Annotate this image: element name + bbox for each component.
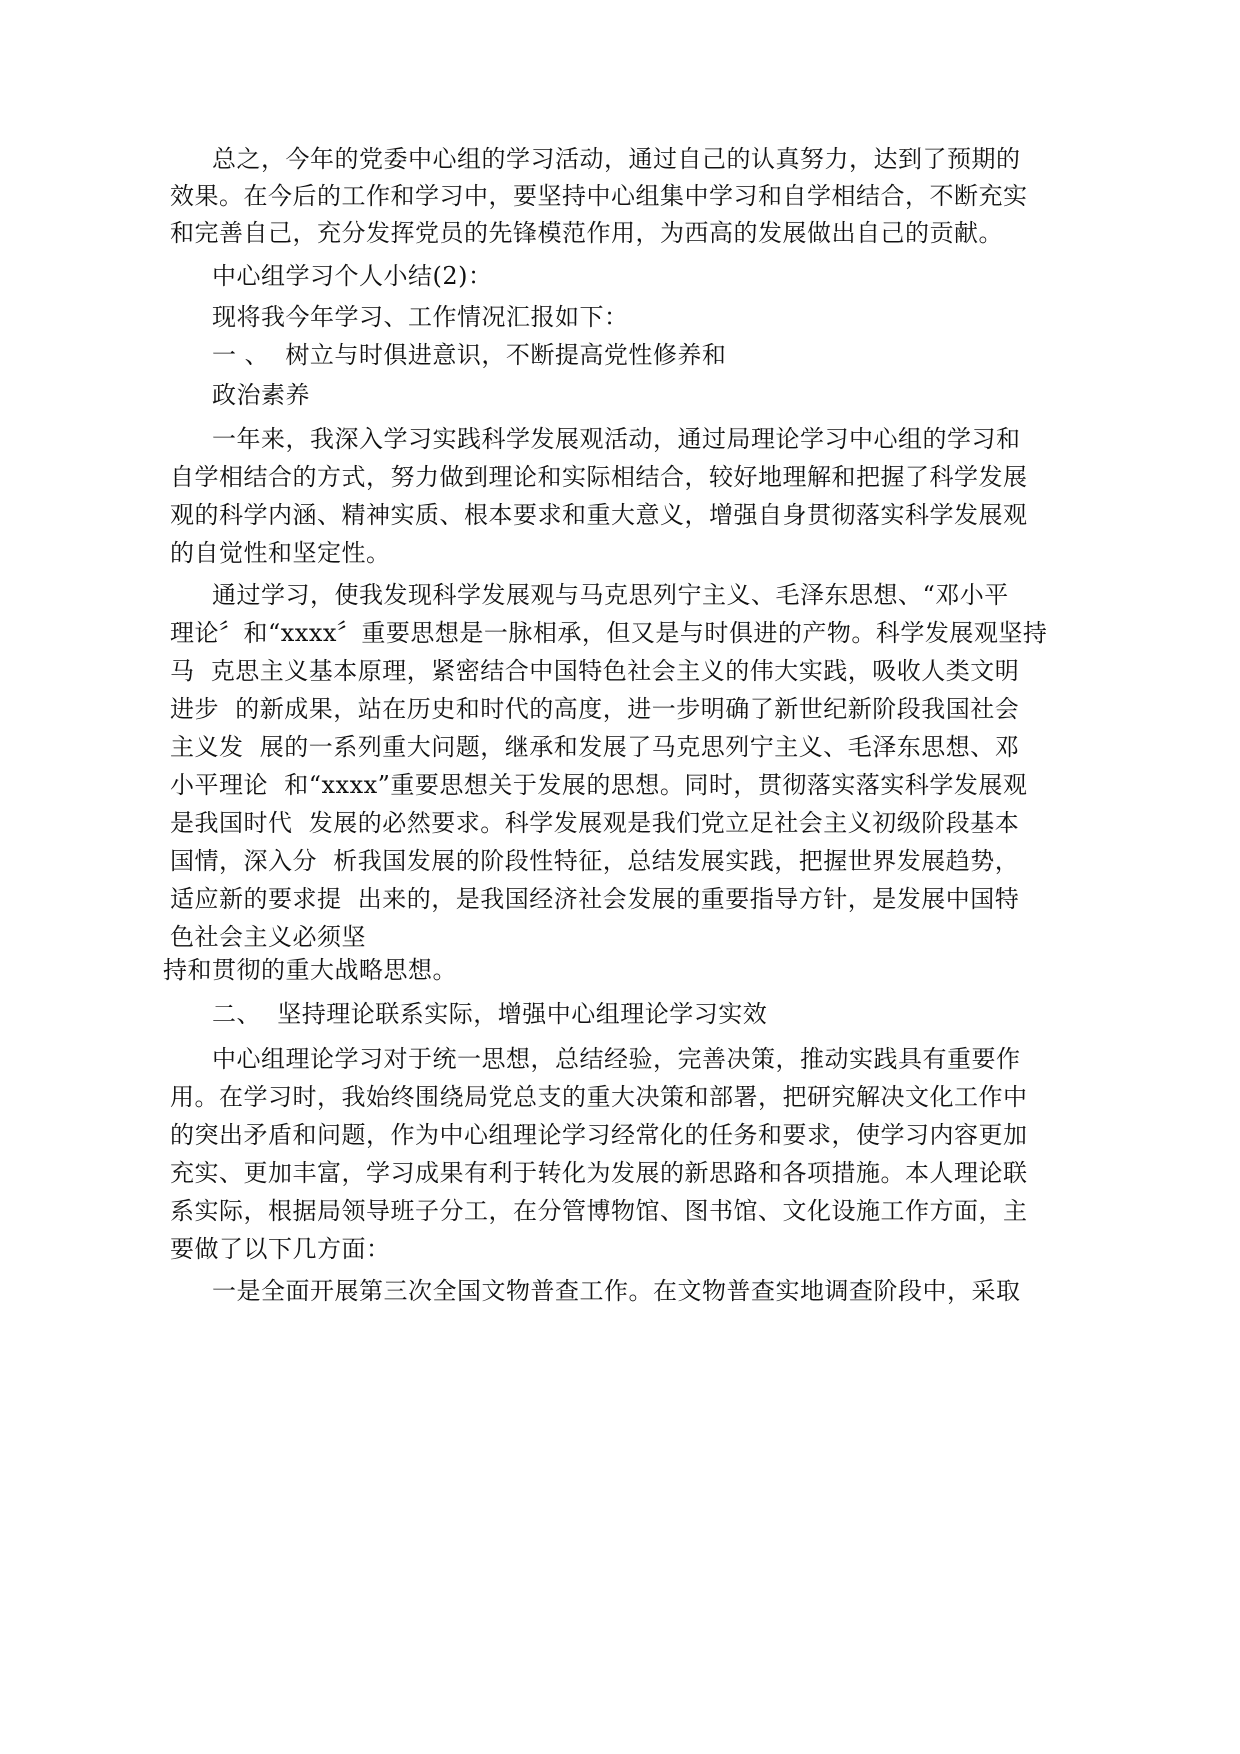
text-line: 总之，今年的党委中心组的学习活动，通过自己的认真努力，达到了预期的 (212, 145, 1021, 173)
heading-line: 一 、 树立与时俱进意识，不断提高党性修养和 (212, 341, 727, 369)
section-heading: 中心组学习个人小结(2)： (212, 262, 493, 290)
text-line: 中心组理论学习对于统一思想，总结经验，完善决策，推动实践具有重要作 (212, 1045, 1021, 1073)
text-line: 一年来，我深入学习实践科学发展观活动，通过局理论学习中心组的学习和 (212, 425, 1021, 453)
heading-line: 政治素养 (212, 381, 310, 409)
text-line: 用。在学习时，我始终围绕局党总支的重大决策和部署，把研究解决文化工作中 (170, 1083, 1028, 1111)
intro-line: 现将我今年学习、工作情况汇报如下： (212, 303, 629, 331)
text-line: 效果。在今后的工作和学习中，要坚持中心组集中学习和自学相结合，不断充实 (170, 182, 1028, 210)
text-line: 充实、更加丰富，学习成果有利于转化为发展的新思路和各项措施。本人理论联 (170, 1159, 1028, 1187)
text-line: 理论〞和“xxxx〞重要思想是一脉相承，但又是与时俱进的产物。科学发展观坚持 (170, 619, 1048, 647)
text-line: 系实际，根据局领导班子分工，在分管博物馆、图书馆、文化设施工作方面，主 (170, 1197, 1028, 1225)
text-line: 自学相结合的方式，努力做到理论和实际相结合，较好地理解和把握了科学发展 (170, 463, 1028, 491)
text-line: 观的科学内涵、精神实质、根本要求和重大意义，增强自身贯彻落实科学发展观 (170, 501, 1028, 529)
text-line: 的突出矛盾和问题，作为中心组理论学习经常化的任务和要求，使学习内容更加 (170, 1121, 1028, 1149)
text-line: 主义发 展的一系列重大问题，继承和发展了马克思列宁主义、毛泽东思想、邓 (170, 733, 1020, 761)
text-line: 是我国时代 发展的必然要求。科学发展观是我们党立足社会主义初级阶段基本 (170, 809, 1020, 837)
text-line: 马 克思主义基本原理，紧密结合中国特色社会主义的伟大实践，吸收人类文明 (170, 657, 1020, 685)
text-line: 一是全面开展第三次全国文物普查工作。在文物普查实地调查阶段中，采取 (212, 1277, 1021, 1305)
text-line: 的自觉性和坚定性。 (170, 539, 391, 567)
text-line: 进步 的新成果，站在历史和时代的高度，进一步明确了新世纪新阶段我国社会 (170, 695, 1020, 723)
text-line: 通过学习，使我发现科学发展观与马克思列宁主义、毛泽东思想、“邓小平 (212, 581, 1009, 609)
text-line: 持和贯彻的重大战略思想。 (163, 956, 457, 984)
text-line: 小平理论 和“xxxx”重要思想关于发展的思想。同时，贯彻落实落实科学发展观 (170, 771, 1028, 799)
heading-two: 二、 坚持理论联系实际，增强中心组理论学习实效 (212, 1000, 768, 1028)
text-line: 适应新的要求提 出来的，是我国经济社会发展的重要指导方针，是发展中国特 (170, 885, 1020, 913)
text-line: 和完善自己，充分发挥党员的先锋模范作用，为西高的发展做出自己的贡献。 (170, 219, 1003, 247)
text-line: 要做了以下几方面： (170, 1235, 391, 1263)
text-line: 国情，深入分 析我国发展的阶段性特征，总结发展实践，把握世界发展趋势， (170, 847, 1020, 875)
text-line: 色社会主义必须坚 (170, 923, 366, 951)
